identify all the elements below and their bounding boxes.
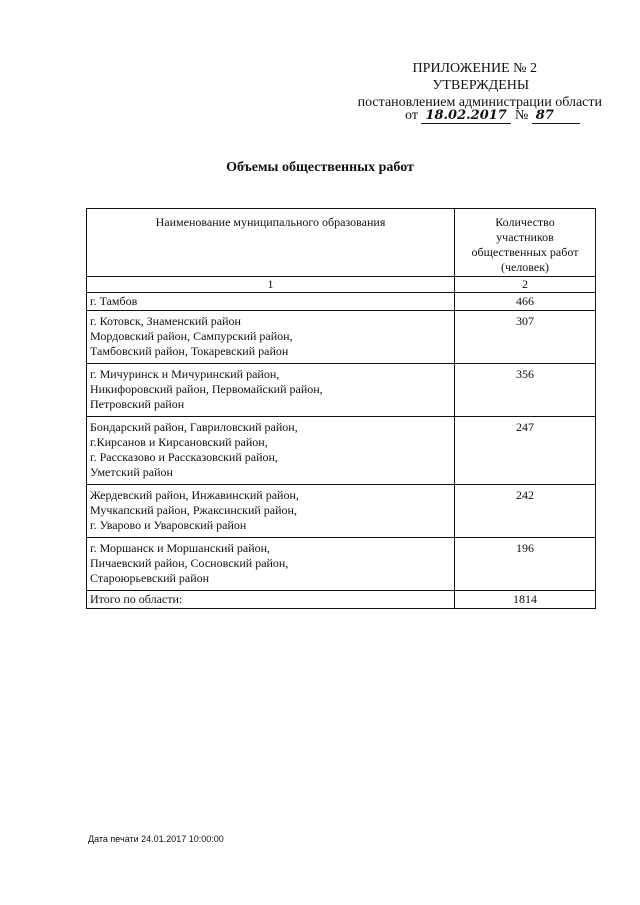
handwritten-number: 87 xyxy=(532,109,580,124)
header-line: Количество xyxy=(495,215,555,229)
municipality-line: г. Моршанск и Моршанский район, xyxy=(90,541,271,555)
total-label: Итого по области: xyxy=(87,591,455,609)
header-line: общественных работ xyxy=(471,245,579,259)
column-header-municipality: Наименование муниципального образования xyxy=(87,209,455,277)
municipality-line: Мучкапский район, Ржаксинский район, xyxy=(90,503,297,517)
approved-label: УТВЕРЖДЕНЫ xyxy=(432,78,530,93)
municipality-line: Староюрьевский район xyxy=(90,571,210,585)
table-row xyxy=(87,293,596,311)
table-row xyxy=(87,364,596,417)
table-row xyxy=(87,417,596,485)
public-works-table xyxy=(86,208,596,609)
total-row xyxy=(87,591,596,609)
table-header-row xyxy=(87,209,596,277)
table-row xyxy=(87,538,596,591)
decree-date-line xyxy=(405,108,580,124)
municipality-line: Уметский район xyxy=(90,465,173,479)
municipality-line: г. Котовск, Знаменский район xyxy=(90,314,241,328)
municipality-cell xyxy=(87,311,455,364)
participants-cell: 247 xyxy=(455,417,596,485)
municipality-line: г.Кирсанов и Кирсановский район, xyxy=(90,435,268,449)
document-title: Объемы общественных работ xyxy=(226,160,414,175)
column-header-participants xyxy=(455,209,596,277)
municipality-cell xyxy=(87,364,455,417)
municipality-line: г. Тамбов xyxy=(90,294,138,308)
print-date: Дата печати 24.01.2017 10:00:00 xyxy=(88,834,224,844)
decree-label: постановлением администрации области xyxy=(357,95,602,110)
column-index: 1 xyxy=(87,277,455,293)
municipality-cell xyxy=(87,417,455,485)
municipality-line: г. Рассказово и Рассказовский район, xyxy=(90,450,278,464)
appendix-number: ПРИЛОЖЕНИЕ № 2 xyxy=(412,61,538,76)
number-label: № xyxy=(514,108,529,123)
participants-cell: 356 xyxy=(455,364,596,417)
municipality-line: Никифоровский район, Первомайский район, xyxy=(90,382,323,396)
municipality-line: Бондарский район, Гавриловский район, xyxy=(90,420,298,434)
header-line: (человек) xyxy=(500,260,550,274)
municipality-line: г. Уварово и Уваровский район xyxy=(90,518,247,532)
participants-cell: 196 xyxy=(455,538,596,591)
header-line: участников xyxy=(496,230,554,244)
municipality-cell xyxy=(87,293,455,311)
municipality-line: г. Мичуринск и Мичуринский район, xyxy=(90,367,280,381)
municipality-line: Тамбовский район, Токаревский район xyxy=(90,344,289,358)
municipality-line: Мордовский район, Сампурский район, xyxy=(90,329,293,343)
ot-label: от xyxy=(405,108,418,123)
municipality-line: Петровский район xyxy=(90,397,185,411)
municipality-line: Жердевский район, Инжавинский район, xyxy=(90,488,299,502)
table-row xyxy=(87,311,596,364)
column-index: 2 xyxy=(455,277,596,293)
participants-cell: 466 xyxy=(455,293,596,311)
municipality-cell xyxy=(87,538,455,591)
participants-cell: 242 xyxy=(455,485,596,538)
participants-cell: 307 xyxy=(455,311,596,364)
column-index-row xyxy=(87,277,596,293)
appendix-header xyxy=(357,60,602,111)
table-row xyxy=(87,485,596,538)
municipality-line: Пичаевский район, Сосновский район, xyxy=(90,556,289,570)
total-value: 1814 xyxy=(455,591,596,609)
handwritten-date: 18.02.2017 xyxy=(421,109,511,124)
municipality-cell xyxy=(87,485,455,538)
